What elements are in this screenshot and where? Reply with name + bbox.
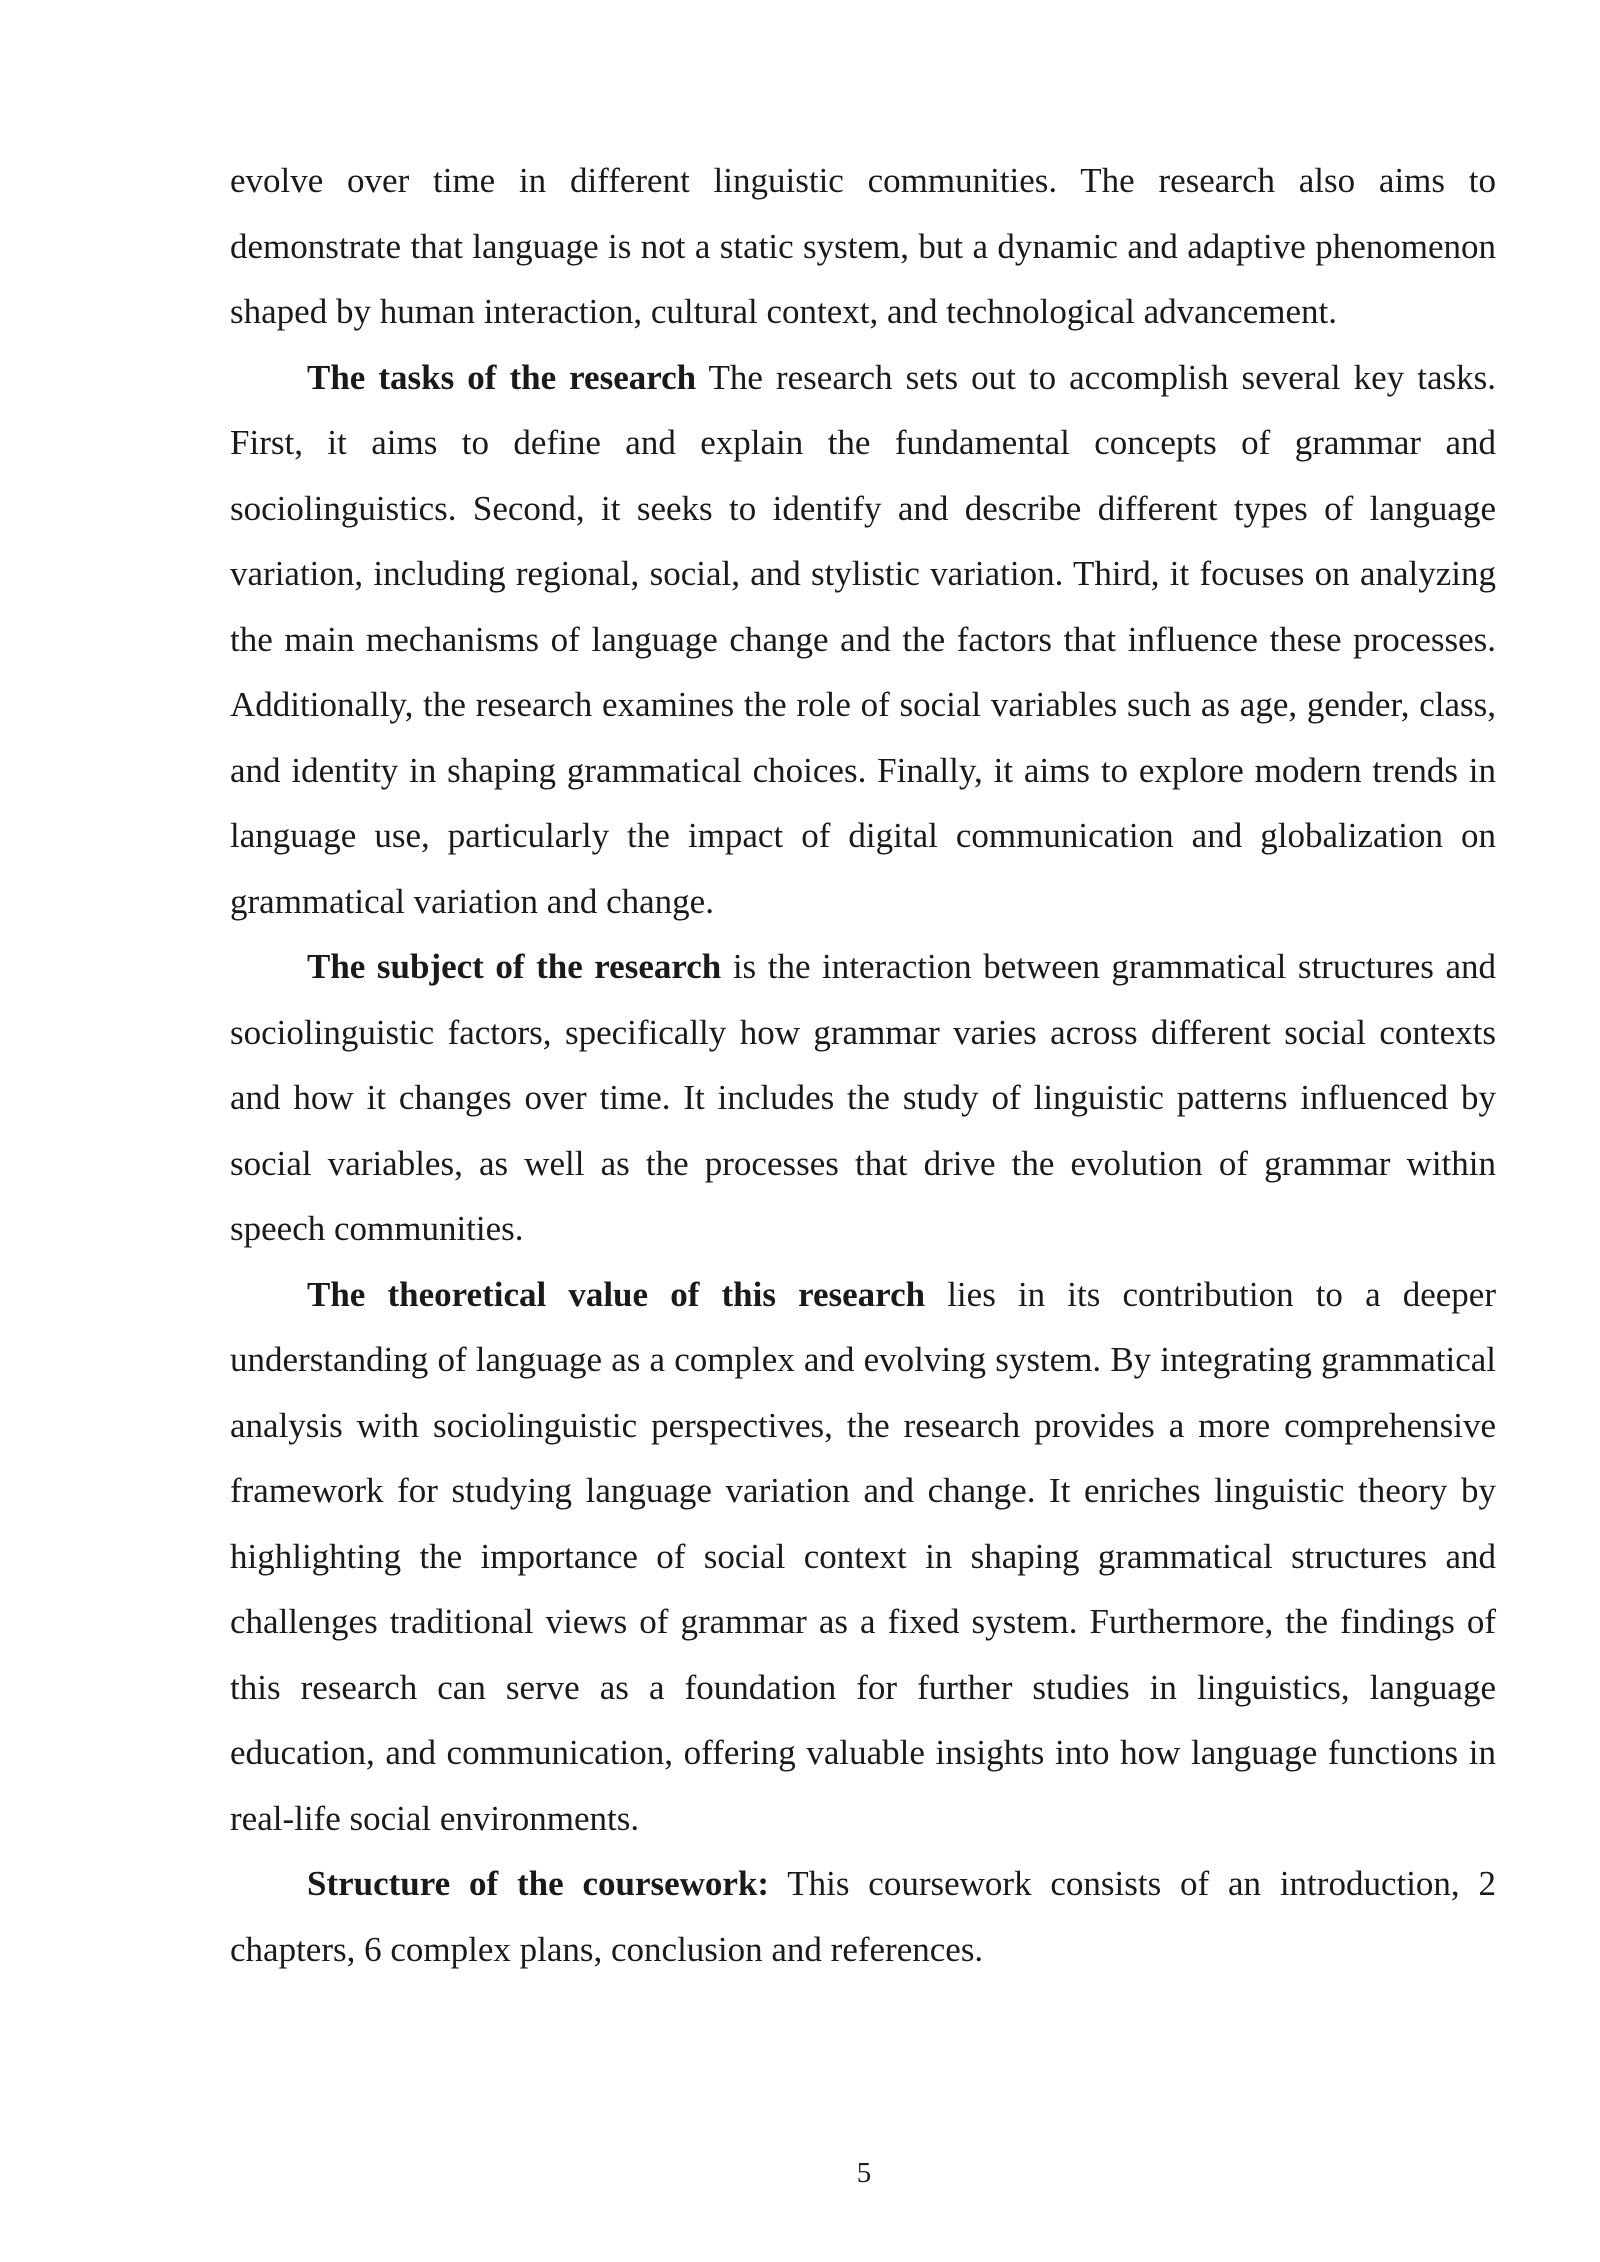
paragraph-text: is the interaction between grammatical structures and sociolinguistic factors, specifically how grammar varies across different social contexts and how it changes over time. It includes the study of linguistic patterns influenced by social variables, as well as the processes that drive the evolution of grammar within speech communities. [230, 947, 1496, 1248]
paragraph-text: The research sets out to accomplish several key tasks. First, it aims to define and explain the fundamental concepts of grammar and sociolinguistics. Second, it seeks to identify and describe different types of language variation, including regional, social, and stylistic variation. Third, it focuses on analyzing the main mechanisms of language change and the factors that influence these processes. Additionally, the research examines the role of social variables such as age, gender, class, and identity in shaping grammatical choices. Finally, it aims to explore modern trends in language use, particularly the impact of digital communication and globalization on grammatical variation and change. [230, 357, 1496, 921]
paragraph-subject [230, 934, 1496, 1262]
paragraph-tasks [230, 345, 1496, 935]
paragraph-structure [230, 1851, 1496, 1982]
document-page [230, 148, 1496, 1982]
paragraph-heading: Structure of the coursework: [307, 1864, 770, 1903]
paragraph-text: This coursework consists of an introduction, 2 chapters, 6 complex plans, conclusion and references. [230, 1864, 1496, 1969]
paragraph-heading: The subject of the research [307, 947, 722, 986]
paragraph-text: evolve over time in different linguistic communities. The research also aims to demonstrate that language is not a static system, but a dynamic and adaptive phenomenon shaped by human interaction, cultural context, and technological advancement. [230, 161, 1496, 331]
paragraph-text: lies in its contribution to a deeper understanding of language as a complex and evolving system. By integrating grammatical analysis with sociolinguistic perspectives, the research provides a more comprehensive framework for studying language variation and change. It enriches linguistic theory by highlighting the importance of social context in shaping grammatical structures and challenges traditional views of grammar as a fixed system. Furthermore, the findings of this research can serve as a foundation for further studies in linguistics, language education, and communication, offering valuable insights into how language functions in real-life social environments. [230, 1274, 1496, 1838]
page-number: 5 [856, 2157, 872, 2189]
paragraph-heading: The theoretical value of this research [307, 1274, 926, 1314]
paragraph-continuation [230, 148, 1496, 345]
paragraph-theoretical-value [230, 1262, 1496, 1852]
paragraph-heading: The tasks of the research [307, 357, 697, 397]
